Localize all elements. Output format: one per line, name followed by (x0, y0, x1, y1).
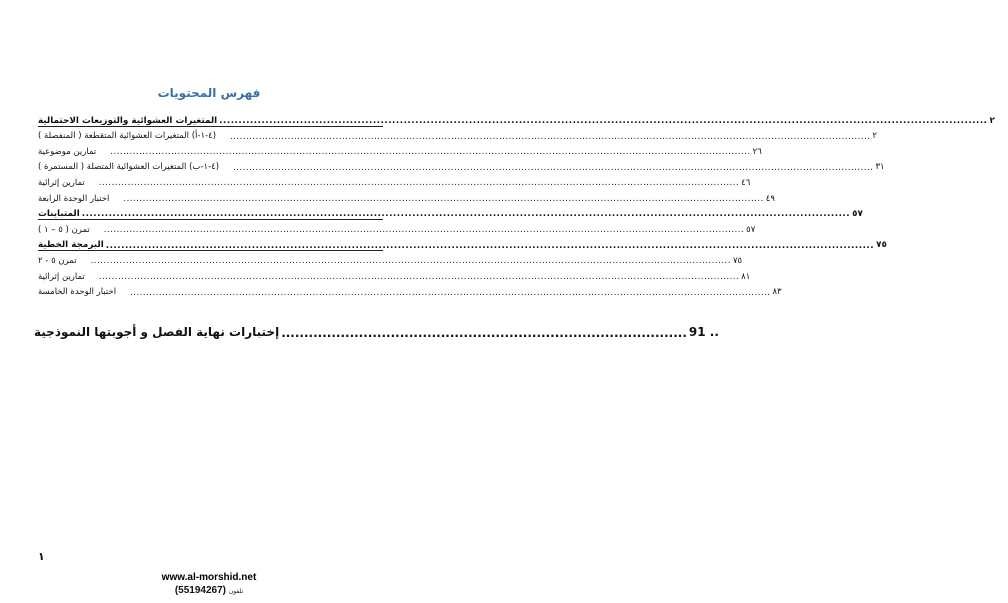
toc-entry-label: تمرن ( ٥ – ١ ) (38, 224, 90, 235)
toc-dot-leader: ........................................................................................................................................................................................................ (219, 115, 988, 126)
toc-entry-row (38, 188, 775, 205)
final-entry-label: إختبارات نهاية الفصل و أجوبتها النموذجية (34, 325, 280, 339)
toc-entry-page: ٢٦ (752, 146, 762, 157)
toc-section-row (38, 110, 995, 126)
toc-entry-label: (٤-١-ب) المتغيرات العشوائية المتصلة ( المستمرة ) (38, 162, 220, 173)
toc-dot-leader: ........................................................................................................................................................................................................ (233, 162, 874, 173)
toc-dot-leader: ........................................................................................................................................................................................................ (98, 272, 740, 283)
toc-dot-leader: ........................................................................................................................................................................................................ (81, 209, 851, 220)
toc-entry-page: ٧٥ (732, 255, 743, 266)
toc-entry-label: اختبار الوحدة الخامسة (38, 287, 117, 298)
toc-entry-page: ٤٩ (765, 193, 775, 204)
toc-dot-leader: ........................................................................................................................................................................................................ (105, 240, 875, 251)
toc-entry-label: (٤-١-أ) المتغيرات العشوائية المتقطعة ( المنفصلة ) (38, 131, 217, 142)
final-entry-page: 91 .. (688, 325, 719, 339)
toc-entry-label: تمارين موضوعية (38, 146, 97, 157)
final-entry-leader: ......................................................................................... (281, 326, 687, 340)
final-entry (34, 325, 719, 340)
toc-entry-label: المتغيرات العشوائية والتوزيعات الاحتمالية (38, 115, 218, 126)
toc-entry-label: تمرن ٥ - ٢ (38, 255, 77, 266)
toc-dot-leader: ........................................................................................................................................................................................................ (98, 178, 740, 189)
toc-dot-leader: ........................................................................................................................................................................................................ (230, 131, 871, 142)
toc-entry-page: ٣١ (875, 162, 885, 173)
toc-dot-leader: ........................................................................................................................................................................................................ (103, 225, 745, 236)
toc-dot-leader: ........................................................................................................................................................................................................ (123, 194, 764, 205)
toc-entry-row (38, 250, 743, 267)
toc-entry-label: اختبار الوحدة الرابعة (38, 193, 110, 204)
toc-title: فهرس المحتويات (157, 86, 261, 100)
toc-entry-row (38, 126, 877, 142)
toc-entry-label: المتباينات (38, 209, 80, 220)
toc-dot-leader: ........................................................................................................................................................................................................ (90, 256, 731, 267)
toc-entry-label: تمارين إثرائية (38, 177, 85, 188)
toc-entry-label: تمارين إثرائية (38, 271, 85, 282)
toc-entry-page: ٥٧ (852, 209, 863, 220)
toc-entry-label: البرمجة الخطية (38, 240, 104, 251)
page-number: ١ (38, 550, 45, 563)
footer-phone-label: تلفون (228, 589, 244, 595)
toc-entry-page: ٢ (872, 131, 877, 142)
toc-entry-row (38, 157, 885, 173)
footer-website: www.al-morshid.net (161, 572, 257, 583)
toc-dot-leader: ........................................................................................................................................................................................................ (110, 147, 751, 158)
toc-entry-page: ٧٥ (876, 240, 887, 251)
toc-entry-row (38, 282, 782, 298)
toc-entry-page: ٨٣ (772, 287, 782, 298)
footer-phone: (55194267) (174, 585, 226, 596)
toc-dot-leader: ........................................................................................................................................................................................................ (130, 287, 771, 298)
toc-entry-row (38, 172, 751, 189)
toc-entry-page: ٨١ (741, 271, 751, 282)
toc-entry-row (38, 219, 756, 236)
toc-entry-row (38, 266, 751, 283)
toc-entry-page: ٤٦ (741, 177, 751, 188)
toc-entry-page: ٢ (989, 115, 995, 126)
toc-entry-row (38, 141, 762, 158)
toc-section-row (38, 204, 863, 220)
footer-phone-line (0, 585, 418, 596)
toc-section-row (38, 235, 887, 251)
toc-entry-page: ٥٧ (746, 224, 756, 235)
toc-list (38, 110, 995, 298)
